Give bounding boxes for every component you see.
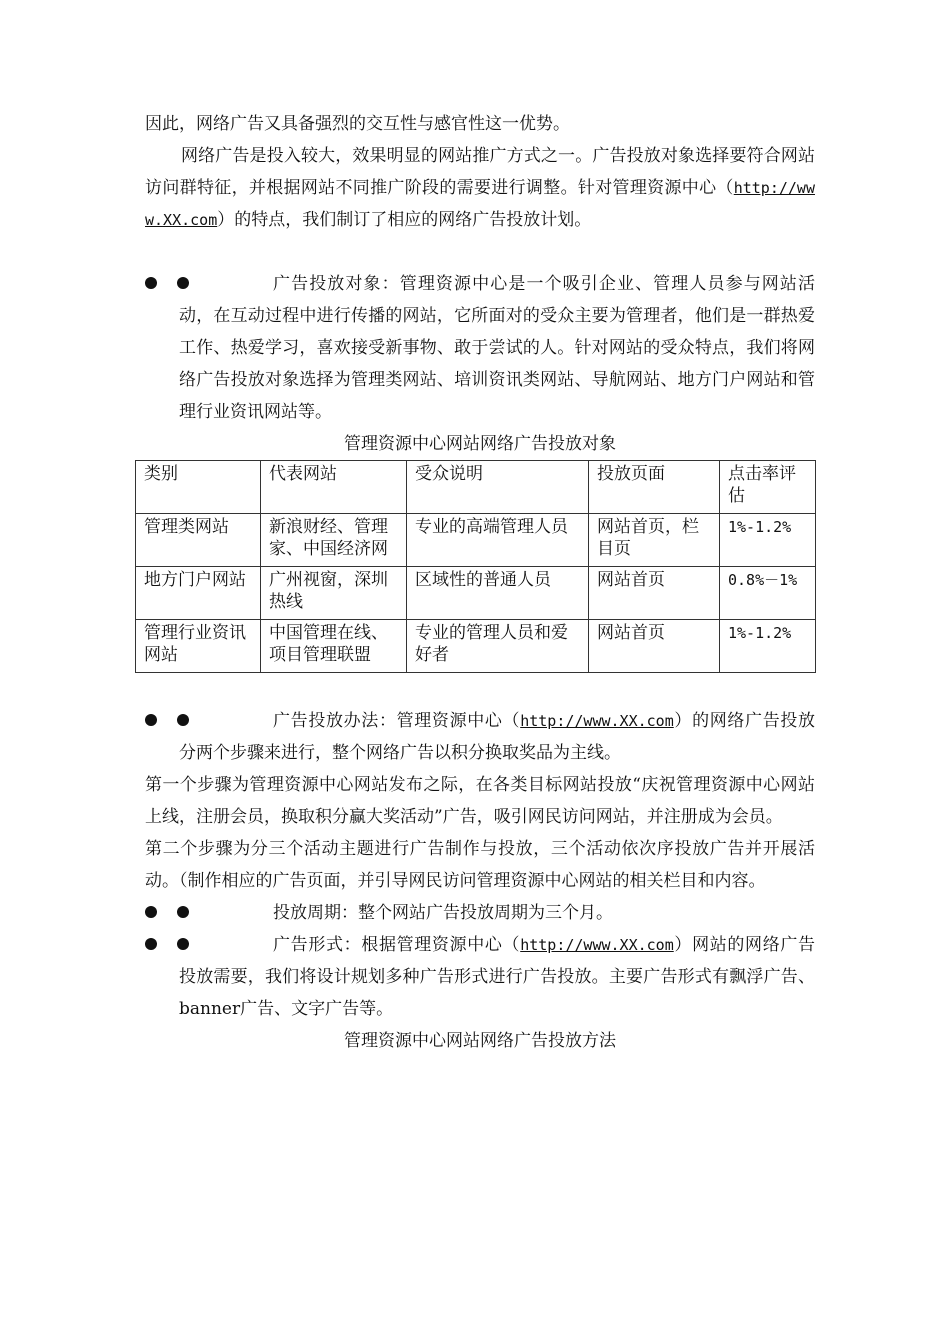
bullet-marks [145, 897, 275, 929]
table-cell: 管理类网站 [136, 514, 261, 567]
bullet-ad-target-text: 广告投放对象：管理资源中心是一个吸引企业、管理人员参与网站活动，在互动过程中进行传播的网站，它所面对的受众主要为管理者，他们是一群热爱工作、热爱学习，喜欢接受新事物、敢于尝试的人。针对网站的受众特点，我们将网络广告投放对象选择为管理类网站、培训资讯类网站、导航网站、地方门户网站和管理行业资讯网站等。 [179, 274, 815, 422]
ad-target-table [135, 460, 816, 673]
table-caption-methods: 管理资源中心网站网络广告投放方法 [344, 1031, 616, 1051]
paragraph-step-two: 第二个步骤为分三个活动主题进行广告制作与投放，三个活动依次序投放广告并开展活动。（制作相应的广告页面，并引导网民访问管理资源中心网站的相关栏目和内容。 [145, 839, 815, 891]
document-page [145, 108, 815, 1057]
paragraph-intro: 因此，网络广告又具备强烈的交互性与感官性这一优势。 [145, 114, 570, 134]
bullet-dot-icon [177, 277, 189, 289]
table-header-cell: 投放页面 [589, 461, 720, 514]
table-cell: 1%-1.2% [720, 514, 816, 567]
bullet-dot-icon [145, 277, 157, 289]
table-header-row [136, 461, 816, 514]
bullet-ad-method-tail: ）的网络广告投放分两个步骤来进行，整个网络广告以积分换取奖品为主线。 [179, 711, 816, 763]
table-cell: 中国管理在线、项目管理联盟 [261, 620, 407, 673]
table-cell: 专业的管理人员和爱好者 [407, 620, 589, 673]
site-url-link[interactable]: http://www.XX.com [520, 712, 674, 730]
table-row [136, 567, 816, 620]
spacer [145, 236, 815, 268]
bullet-ad-target [145, 268, 815, 428]
bullet-ad-format-lead: 广告形式：根据管理资源中心（ [273, 935, 521, 955]
bullet-dot-icon [177, 906, 189, 918]
site-url-link[interactable]: http://www.XX.com [145, 179, 815, 229]
bullet-marks [145, 929, 275, 961]
table-cell: 网站首页，栏目页 [589, 514, 720, 567]
table-cell: 网站首页 [589, 620, 720, 673]
table-header-cell: 代表网站 [261, 461, 407, 514]
table-cell: 新浪财经、管理家、中国经济网 [261, 514, 407, 567]
table-cell: 网站首页 [589, 567, 720, 620]
bullet-ad-period [145, 897, 815, 929]
bullet-dot-icon [145, 938, 157, 950]
bullet-dot-icon [145, 906, 157, 918]
table-row [136, 514, 816, 567]
table-caption-targets: 管理资源中心网站网络广告投放对象 [344, 434, 616, 454]
table-cell: 广州视窗，深圳热线 [261, 567, 407, 620]
bullet-dot-icon [177, 938, 189, 950]
table-cell: 地方门户网站 [136, 567, 261, 620]
paragraph-ad-overview [145, 140, 815, 236]
bullet-ad-format [145, 929, 815, 1025]
bullet-marks [145, 268, 275, 300]
paragraph-ad-overview-text: 网络广告是投入较大，效果明显的网站推广方式之一。广告投放对象选择要符合网站访问群特征，并根据网站不同推广阶段的需要进行调整。针对管理资源中心（ [145, 146, 815, 198]
table-cell: 0.8%－1% [720, 567, 816, 620]
table-cell: 专业的高端管理人员 [407, 514, 589, 567]
table-cell: 1%-1.2% [720, 620, 816, 673]
table-row [136, 620, 816, 673]
paragraph-step-one: 第一个步骤为管理资源中心网站发布之际，在各类目标网站投放“庆祝管理资源中心网站上线，注册会员，换取积分赢大奖活动”广告，吸引网民访问网站，并注册成为会员。 [145, 775, 815, 827]
paragraph-ad-overview-tail: ）的特点，我们制订了相应的网络广告投放计划。 [217, 210, 592, 230]
bullet-ad-method [145, 705, 815, 769]
bullet-ad-method-lead: 广告投放办法：管理资源中心（ [273, 711, 521, 731]
bullet-marks [145, 705, 275, 737]
table-header-cell: 受众说明 [407, 461, 589, 514]
bullet-ad-period-text: 投放周期：整个网站广告投放周期为三个月。 [273, 903, 613, 923]
table-cell: 管理行业资讯网站 [136, 620, 261, 673]
site-url-link[interactable]: http://www.XX.com [520, 936, 674, 954]
table-header-cell: 类别 [136, 461, 261, 514]
spacer [145, 673, 815, 705]
table-cell: 区域性的普通人员 [407, 567, 589, 620]
bullet-dot-icon [145, 714, 157, 726]
bullet-ad-format-tail: ）网站的网络广告投放需要，我们将设计规划多种广告形式进行广告投放。主要广告形式有飘浮广告、banner广告、文字广告等。 [179, 935, 816, 1019]
bullet-dot-icon [177, 714, 189, 726]
table-header-cell: 点击率评估 [720, 461, 816, 514]
